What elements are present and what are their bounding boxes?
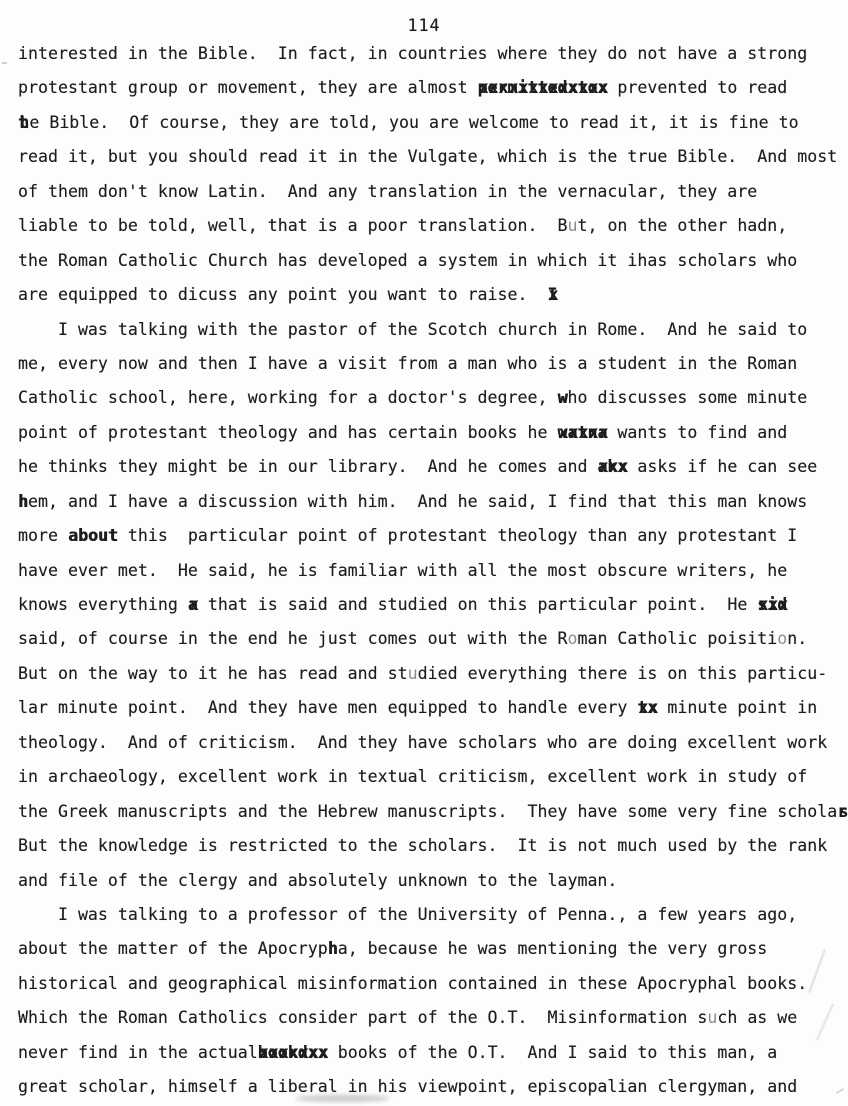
text-segment: the Greek manuscripts and the Hebrew manuscripts. They have some very fine schola — [18, 801, 838, 821]
text-segment: about the matter of the Apocryp — [18, 939, 328, 959]
text-line — [18, 1001, 844, 1035]
text-line — [18, 691, 844, 725]
text-segment: a, because he was mentioning the very gross — [337, 939, 768, 959]
text-segment: n. — [787, 629, 808, 649]
text-segment: I was talking with the pastor of the Scotch church in Rome. And he said to — [18, 319, 808, 339]
text-line — [18, 588, 844, 622]
text-segment: But the knowledge is restricted to the scholars. It is not much used by the rank — [18, 836, 828, 856]
text-segment: h — [327, 939, 338, 959]
overstruck-text: akx xxx — [597, 450, 627, 484]
text-segment: more — [18, 526, 68, 546]
document-body — [18, 37, 844, 1105]
text-segment: Which the Roman Catholics consider part of the O.T. Misinformation s — [18, 1008, 708, 1028]
text-segment: the Roman Catholic Church has developed a system in which it ihas scholars who — [18, 250, 798, 270]
text-segment: th — [18, 112, 21, 132]
text-segment: minute point in — [657, 698, 818, 718]
text-line — [18, 244, 844, 278]
text-segment: protestant group or movement, they are almost — [18, 78, 478, 98]
text-segment: point of protestant theology and has certain books he — [18, 422, 558, 442]
text-line — [18, 209, 844, 243]
text-segment: o — [567, 629, 578, 649]
text-line — [18, 71, 844, 105]
text-line — [18, 1036, 844, 1070]
text-segment: historical and geographical misinformation contained in these Apocryphal books. — [18, 973, 808, 993]
text-segment: asks if he can see — [627, 457, 818, 477]
text-line — [18, 381, 844, 415]
text-segment: about — [67, 526, 118, 546]
text-segment: me, every now and then I have a visit from a man who is a student in the Roman — [18, 353, 798, 373]
text-line — [18, 829, 844, 863]
text-line — [18, 898, 844, 932]
text-line — [18, 347, 844, 381]
text-segment: h — [18, 491, 28, 511]
text-line — [18, 1070, 844, 1104]
text-line — [18, 657, 844, 691]
overstruck-text: a x — [188, 588, 198, 622]
text-line — [18, 760, 844, 794]
text-line — [18, 622, 844, 656]
text-line — [18, 795, 844, 829]
overstruck-text: I x — [548, 278, 558, 312]
text-line — [18, 450, 844, 484]
text-line — [18, 519, 844, 553]
text-segment: he thinks they might be in our library. And he comes and — [18, 457, 598, 477]
text-segment: ch as we — [717, 1008, 798, 1028]
text-line — [18, 932, 844, 966]
text-segment: u — [707, 1008, 718, 1028]
text-segment: u — [407, 663, 418, 683]
text-segment: of them don't know Latin. And any translation in the vernacular, they are — [18, 181, 758, 201]
text-segment: this particular point of protestant theology than any protestant I — [117, 526, 798, 546]
text-segment: o — [777, 629, 788, 649]
text-segment: read it, but you should read it in the Vulgate, which is the true Bible. And most — [18, 147, 838, 167]
text-line — [18, 967, 844, 1001]
overstruck-text: tx xx — [637, 691, 657, 725]
ink-smudge — [295, 1095, 390, 1102]
text-segment: never find in the actual — [18, 1042, 258, 1062]
text-segment: ho discusses some minute — [567, 388, 808, 408]
text-segment: that is said and studied on this particular point. He — [197, 595, 758, 614]
text-segment: prevented to read — [607, 78, 788, 98]
text-segment: are equipped to dicuss any point you want to raise. — [18, 285, 548, 305]
text-segment: have ever met. He said, he is familiar with all the most obscure writers, he — [18, 560, 788, 580]
overstruck-text: watna xxxxx — [557, 416, 607, 450]
overstruck-text: permittedxtox xxxxxxxxxxxxx — [478, 71, 608, 105]
text-line — [18, 416, 844, 450]
text-segment: theology. And of criticism. And they have scholars who are doing excellent work — [18, 732, 828, 752]
text-line — [18, 554, 844, 588]
text-segment: lar minute point. And they have men equipped to handle every — [18, 698, 638, 718]
text-segment: and file of the clergy and absolutely unknown to the layman. — [18, 870, 618, 890]
text-segment: said, of course in the end he just comes out with the R — [18, 629, 568, 649]
text-line — [18, 485, 844, 519]
text-segment: rs — [837, 801, 840, 821]
text-segment: I was talking to a professor of the University of Penna., a few years ago, — [18, 904, 798, 924]
page-number: 114 — [407, 16, 441, 35]
text-segment: books of the O.T. And I said to this man, a — [327, 1042, 778, 1062]
text-segment: liable to be told, well, that is a poor translation. B — [18, 216, 568, 236]
text-segment: interested in the Bible. In fact, in countries where they do not have a strong — [18, 44, 808, 63]
overstruck-text: bookdxx xxxxxxx — [258, 1036, 328, 1070]
text-segment: great scholar, himself a liberal in his viewpoint, episcopalian clergyman, and — [18, 1077, 798, 1097]
text-segment: in archaeology, excellent work in textual criticism, excellent work in study of — [18, 767, 808, 787]
text-line — [18, 175, 844, 209]
left-margin-dash-mark — [2, 62, 7, 64]
text-line — [18, 313, 844, 347]
text-segment: man Catholic poisiti — [577, 629, 778, 649]
text-segment: wants to find and — [607, 422, 788, 442]
text-line — [18, 726, 844, 760]
text-line — [18, 278, 844, 312]
text-segment: knows everything — [18, 595, 188, 614]
overstruck-text: sid xxx — [757, 588, 787, 622]
text-segment: em, and I have a discussion with him. And he said, I find that this man knows — [28, 491, 808, 511]
text-line — [18, 864, 844, 898]
text-line — [18, 106, 844, 140]
text-segment: Catholic school, here, working for a doctor's degree, — [18, 388, 558, 408]
text-segment: w — [557, 388, 568, 408]
text-line — [18, 37, 844, 71]
text-segment: t, on the other hadn, — [577, 216, 788, 236]
text-segment: died everything there is on this particu- — [417, 663, 828, 683]
text-line — [18, 140, 844, 174]
text-segment: e Bible. Of course, they are told, you are welcome to read it, it is fine to — [29, 112, 799, 132]
text-segment: u — [567, 216, 578, 236]
text-segment: But on the way to it he has read and st — [18, 663, 408, 683]
